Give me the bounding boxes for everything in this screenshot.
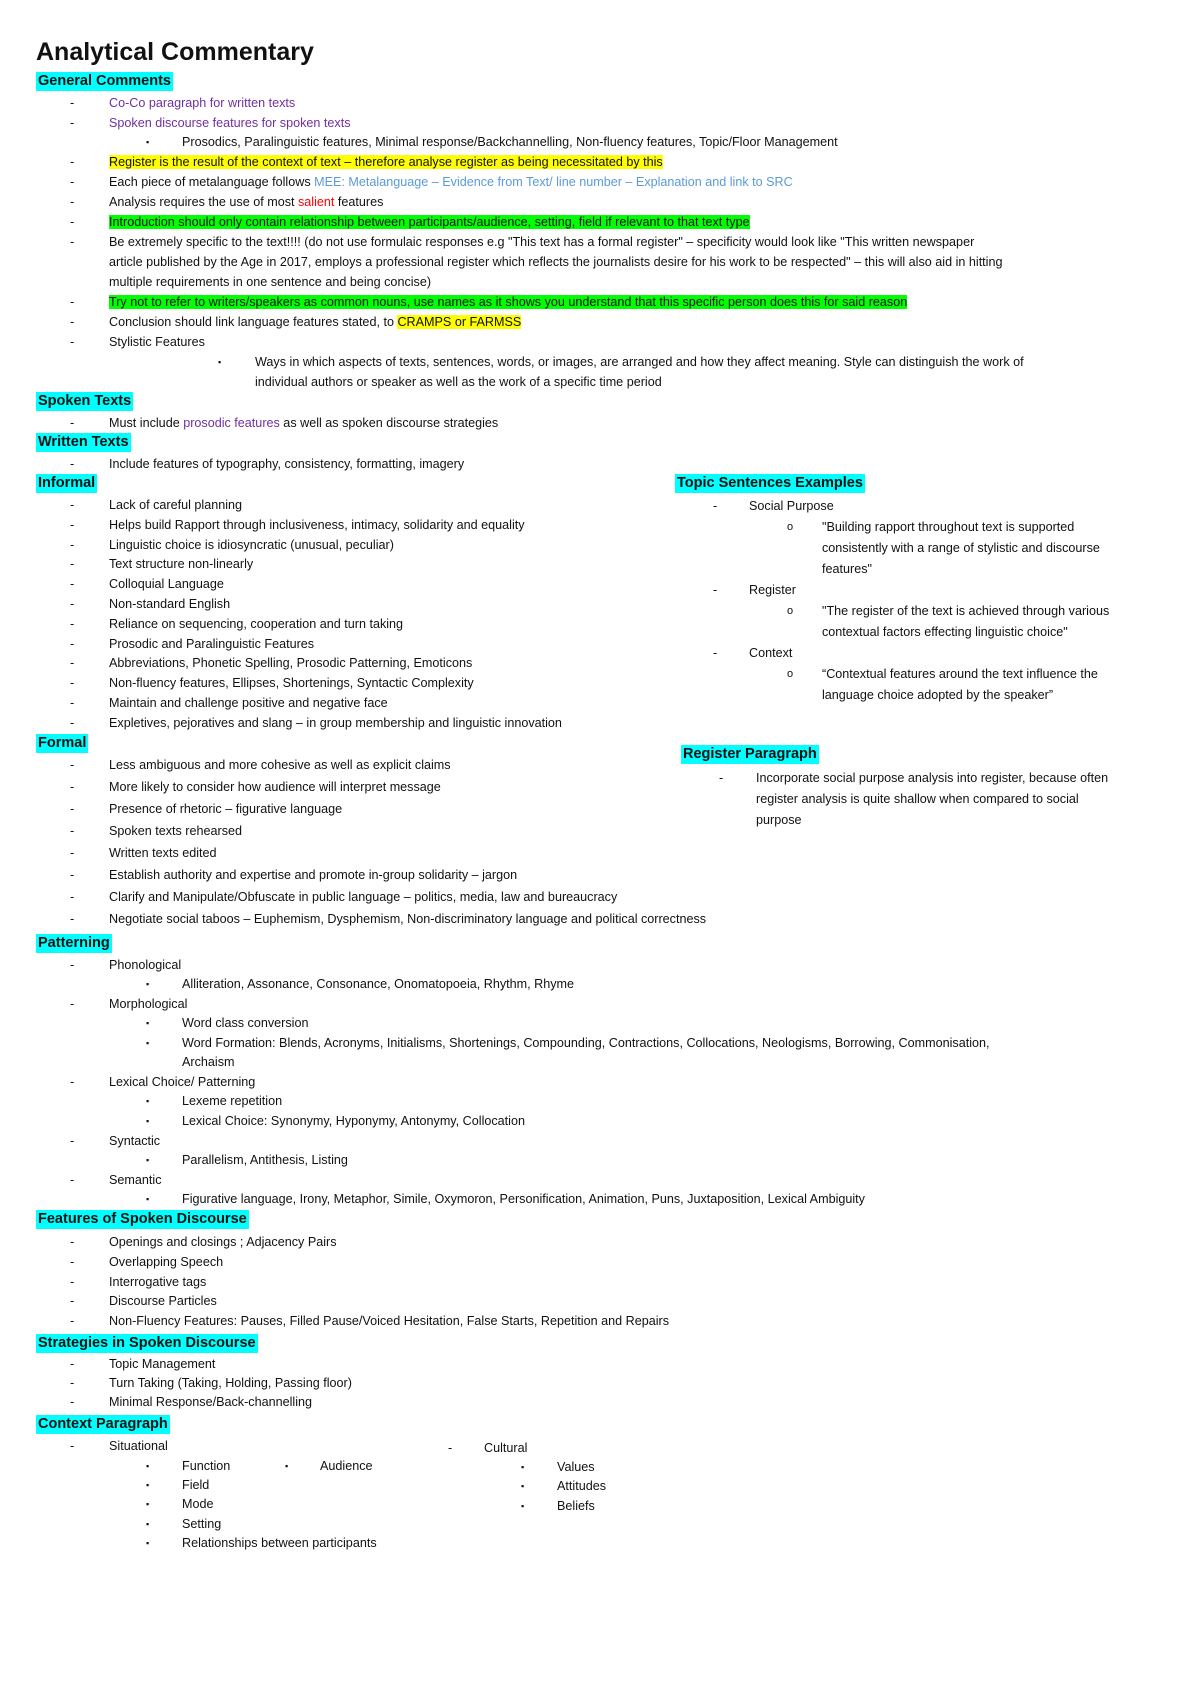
dash-icon: - bbox=[70, 457, 75, 471]
list-item bbox=[109, 415, 498, 432]
list-item: Stylistic Features bbox=[109, 335, 205, 349]
list-item: Interrogative tags bbox=[109, 1274, 207, 1289]
dash-icon: - bbox=[70, 958, 75, 972]
quote-line: “Contextual features around the text influence the bbox=[822, 667, 1098, 681]
list-item: Lack of careful planning bbox=[109, 498, 243, 512]
list-item bbox=[109, 314, 521, 331]
dash-icon: - bbox=[70, 802, 75, 816]
dash-icon: - bbox=[70, 758, 75, 772]
dash-icon: - bbox=[713, 499, 718, 513]
dash-icon: - bbox=[70, 577, 75, 592]
dash-icon: - bbox=[70, 537, 75, 552]
dash-icon: - bbox=[70, 1173, 75, 1187]
list-item bbox=[109, 174, 793, 191]
quote-line: language choice adopted by the speaker” bbox=[822, 688, 1054, 702]
list-item: Abbreviations, Phonetic Spelling, Prosodic Patterning, Emoticons bbox=[109, 656, 473, 671]
salient-text: salient bbox=[298, 195, 335, 209]
list-item: Semantic bbox=[109, 1173, 162, 1187]
circle-bullet-icon: o bbox=[787, 605, 794, 617]
list-item: Presence of rhetoric – figurative language bbox=[109, 802, 343, 816]
list-item-continuation: individual authors or speaker as well as the work of a specific time period bbox=[255, 375, 662, 389]
section-heading-topic: Topic Sentences Examples bbox=[677, 475, 863, 491]
list-item: Word class conversion bbox=[182, 1016, 309, 1030]
list-item: Parallelism, Antithesis, Listing bbox=[182, 1153, 348, 1167]
mee-text: MEE: Metalanguage – Evidence from Text/ line number – Explanation and link to SRC bbox=[314, 175, 793, 189]
quote-line: contextual factors effecting linguistic choice" bbox=[822, 625, 1068, 639]
list-item: Less ambiguous and more cohesive as well as explicit claims bbox=[109, 758, 451, 772]
section-heading-formal: Formal bbox=[38, 735, 87, 751]
list-item: Context bbox=[749, 646, 793, 660]
dash-icon: - bbox=[70, 295, 75, 309]
list-item: Text structure non-linearly bbox=[109, 557, 254, 572]
dash-icon: - bbox=[70, 315, 75, 329]
square-bullet-icon: ▪ bbox=[521, 1481, 525, 1491]
circle-bullet-icon: o bbox=[787, 521, 794, 533]
list-item-continuation: register analysis is quite shallow when compared to social bbox=[756, 792, 1079, 806]
list-item: Turn Taking (Taking, Holding, Passing floor) bbox=[109, 1376, 352, 1390]
list-item: Written texts edited bbox=[109, 846, 217, 860]
list-item: Prosodic and Paralinguistic Features bbox=[109, 636, 315, 651]
list-item: Spoken discourse features for spoken texts bbox=[109, 116, 351, 130]
list-item: Co-Co paragraph for written texts bbox=[109, 96, 296, 110]
list-item: Openings and closings ; Adjacency Pairs bbox=[109, 1235, 337, 1249]
square-bullet-icon: ▪ bbox=[146, 1480, 150, 1490]
list-item: Topic Management bbox=[109, 1357, 216, 1371]
list-item: Include features of typography, consistency, formatting, imagery bbox=[109, 457, 465, 471]
dash-icon: - bbox=[70, 416, 75, 430]
text-run: Conclusion should link language features stated, to bbox=[109, 315, 398, 329]
dash-icon: - bbox=[713, 583, 718, 597]
list-item: Spoken texts rehearsed bbox=[109, 824, 243, 838]
dash-icon: - bbox=[70, 656, 75, 671]
dash-icon: - bbox=[713, 646, 718, 660]
list-item: Audience bbox=[320, 1459, 373, 1473]
list-item: Ways in which aspects of texts, sentences, words, or images, are arranged and how they affect meaning. Style can distinguish the work of bbox=[255, 355, 1024, 369]
list-item: Phonological bbox=[109, 958, 182, 972]
list-item: Situational bbox=[109, 1439, 168, 1453]
list-item: Overlapping Speech bbox=[109, 1254, 224, 1269]
list-item: Cultural bbox=[484, 1441, 528, 1455]
page-title: Analytical Commentary bbox=[36, 38, 314, 66]
dash-icon: - bbox=[70, 335, 75, 349]
square-bullet-icon: ▪ bbox=[146, 1519, 150, 1529]
dash-icon: - bbox=[70, 1376, 75, 1390]
list-item: Social Purpose bbox=[749, 499, 834, 513]
list-item: Values bbox=[557, 1460, 595, 1474]
dash-icon: - bbox=[70, 195, 75, 209]
square-bullet-icon: ▪ bbox=[146, 1096, 150, 1106]
list-item: Word Formation: Blends, Acronyms, Initialisms, Shortenings, Compounding, Contractions, Collocations, Neologisms, Borrowing, Commonisation, bbox=[182, 1036, 990, 1050]
section-heading-register: Register Paragraph bbox=[683, 746, 817, 762]
list-item: Clarify and Manipulate/Obfuscate in public language – politics, media, law and bureaucracy bbox=[109, 890, 618, 904]
list-item: Helps build Rapport through inclusiveness, intimacy, solidarity and equality bbox=[109, 517, 525, 532]
dash-icon: - bbox=[70, 1274, 75, 1289]
list-item: Syntactic bbox=[109, 1134, 161, 1148]
dash-icon: - bbox=[70, 235, 75, 249]
list-item: Alliteration, Assonance, Consonance, Onomatopoeia, Rhythm, Rhyme bbox=[182, 977, 575, 991]
text-run: Each piece of metalanguage follows bbox=[109, 175, 315, 189]
list-item: Negotiate social taboos – Euphemism, Dysphemism, Non-discriminatory language and political correctness bbox=[109, 912, 707, 926]
list-item: Non-standard English bbox=[109, 597, 231, 611]
list-item: Field bbox=[182, 1478, 210, 1492]
dash-icon: - bbox=[70, 616, 75, 631]
section-heading-features-spoken: Features of Spoken Discourse bbox=[38, 1211, 247, 1227]
dash-icon: - bbox=[70, 846, 75, 860]
list-item: Mode bbox=[182, 1497, 214, 1511]
square-bullet-icon: ▪ bbox=[146, 1461, 150, 1471]
square-bullet-icon: ▪ bbox=[146, 1155, 150, 1165]
dash-icon: - bbox=[70, 780, 75, 794]
dash-icon: - bbox=[70, 498, 75, 512]
list-item: Minimal Response/Back-channelling bbox=[109, 1395, 313, 1409]
square-bullet-icon: ▪ bbox=[146, 137, 150, 147]
quote-line: features" bbox=[822, 562, 872, 576]
list-item-continuation: multiple requirements in one sentence and being concise) bbox=[109, 275, 432, 289]
section-heading-context: Context Paragraph bbox=[38, 1416, 168, 1432]
list-item-highlighted bbox=[109, 214, 750, 231]
list-item: Setting bbox=[182, 1517, 222, 1531]
dash-icon: - bbox=[70, 175, 75, 189]
dash-icon: - bbox=[719, 771, 724, 785]
section-heading-written: Written Texts bbox=[38, 434, 129, 450]
list-item: Beliefs bbox=[557, 1499, 595, 1513]
dash-icon: - bbox=[448, 1441, 453, 1455]
square-bullet-icon: ▪ bbox=[146, 979, 150, 989]
dash-icon: - bbox=[70, 1357, 75, 1371]
text-run: as well as spoken discourse strategies bbox=[279, 416, 499, 430]
square-bullet-icon: ▪ bbox=[146, 1116, 150, 1126]
dash-icon: - bbox=[70, 824, 75, 838]
dash-icon: - bbox=[70, 636, 75, 651]
square-bullet-icon: ▪ bbox=[146, 1538, 150, 1548]
list-item: Be extremely specific to the text!!!! (do not use formulaic responses e.g "This text has a formal register" – specificity would look like "This written newspaper bbox=[109, 235, 975, 249]
square-bullet-icon: ▪ bbox=[146, 1499, 150, 1509]
dash-icon: - bbox=[70, 890, 75, 904]
list-item: Maintain and challenge positive and negative face bbox=[109, 696, 388, 710]
dash-icon: - bbox=[70, 116, 75, 130]
list-item: Relationships between participants bbox=[182, 1536, 377, 1550]
green-highlight: Try not to refer to writers/speakers as common nouns, use names as it shows you understand that this specific person does this for said reason bbox=[109, 295, 908, 309]
list-item: Attitudes bbox=[557, 1479, 607, 1493]
list-item-continuation: Archaism bbox=[182, 1055, 235, 1069]
list-item: Expletives, pejoratives and slang – in group membership and linguistic innovation bbox=[109, 715, 562, 730]
quote-line: "Building rapport throughout text is supported bbox=[822, 520, 1075, 534]
dash-icon: - bbox=[70, 696, 75, 710]
list-item: Non-Fluency Features: Pauses, Filled Pause/Voiced Hesitation, False Starts, Repetition and Repairs bbox=[109, 1314, 670, 1329]
green-highlight: Introduction should only contain relationship between participants/audience, setting, field if relevant to that text type bbox=[109, 215, 750, 229]
square-bullet-icon: ▪ bbox=[146, 1018, 150, 1028]
dash-icon: - bbox=[70, 676, 75, 691]
list-item: Prosodics, Paralinguistic features, Minimal response/Backchannelling, Non-fluency features, Topic/Floor Management bbox=[182, 135, 838, 149]
list-item: Lexical Choice: Synonymy, Hyponymy, Antonymy, Collocation bbox=[182, 1114, 525, 1128]
dash-icon: - bbox=[70, 96, 75, 110]
list-item: Linguistic choice is idiosyncratic (unusual, peculiar) bbox=[109, 537, 394, 552]
dash-icon: - bbox=[70, 1314, 75, 1329]
text-run: Must include bbox=[109, 416, 184, 430]
list-item: Lexical Choice/ Patterning bbox=[109, 1075, 256, 1089]
quote-line: "The register of the text is achieved through various bbox=[822, 604, 1110, 618]
quote-line: consistently with a range of stylistic and discourse bbox=[822, 541, 1100, 555]
square-bullet-icon: ▪ bbox=[521, 1501, 525, 1511]
square-bullet-icon: ▪ bbox=[146, 1194, 150, 1204]
yellow-highlight: Register is the result of the context of text – therefore analyse register as being necessitated by this bbox=[109, 155, 663, 169]
square-bullet-icon: ▪ bbox=[521, 1462, 525, 1472]
list-item-continuation: purpose bbox=[756, 813, 802, 827]
list-item-highlighted bbox=[109, 154, 663, 171]
list-item bbox=[109, 194, 383, 211]
dash-icon: - bbox=[70, 1075, 75, 1089]
section-heading-spoken: Spoken Texts bbox=[38, 393, 132, 409]
list-item: Discourse Particles bbox=[109, 1294, 217, 1309]
prosodic-text: prosodic features bbox=[183, 416, 280, 430]
section-heading-strategies: Strategies in Spoken Discourse bbox=[38, 1335, 256, 1351]
list-item: Non-fluency features, Ellipses, Shortenings, Syntactic Complexity bbox=[109, 676, 474, 691]
list-item: Lexeme repetition bbox=[182, 1094, 283, 1108]
list-item: Morphological bbox=[109, 997, 188, 1011]
text-run: Analysis requires the use of most bbox=[109, 195, 298, 209]
dash-icon: - bbox=[70, 1395, 75, 1409]
list-item-continuation: article published by the Age in 2017, employs a professional register which reflects the journalists desire for his work to be respected" – this will also aid in hitting bbox=[109, 255, 1003, 269]
dash-icon: - bbox=[70, 868, 75, 882]
list-item: Colloquial Language bbox=[109, 577, 224, 592]
dash-icon: - bbox=[70, 557, 75, 572]
list-item: Reliance on sequencing, cooperation and turn taking bbox=[109, 616, 404, 631]
dash-icon: - bbox=[70, 1235, 75, 1249]
dash-icon: - bbox=[70, 1439, 75, 1453]
square-bullet-icon: ▪ bbox=[146, 1038, 150, 1048]
section-heading-informal: Informal bbox=[38, 475, 96, 491]
yellow-highlight: CRAMPS or FARMSS bbox=[397, 315, 522, 329]
dash-icon: - bbox=[70, 912, 75, 926]
section-heading-patterning: Patterning bbox=[38, 935, 110, 951]
list-item: Incorporate social purpose analysis into register, because often bbox=[756, 771, 1109, 785]
square-bullet-icon: ▪ bbox=[285, 1461, 289, 1471]
dash-icon: - bbox=[70, 997, 75, 1011]
square-bullet-icon: ▪ bbox=[218, 357, 222, 367]
list-item-highlighted bbox=[109, 294, 907, 311]
text-run: features bbox=[334, 195, 384, 209]
dash-icon: - bbox=[70, 517, 75, 532]
list-item: Function bbox=[182, 1459, 231, 1473]
dash-icon: - bbox=[70, 597, 75, 611]
circle-bullet-icon: o bbox=[787, 668, 794, 680]
dash-icon: - bbox=[70, 1254, 75, 1269]
dash-icon: - bbox=[70, 155, 75, 169]
dash-icon: - bbox=[70, 1294, 75, 1309]
dash-icon: - bbox=[70, 215, 75, 229]
dash-icon: - bbox=[70, 1134, 75, 1148]
list-item: More likely to consider how audience will interpret message bbox=[109, 780, 441, 794]
dash-icon: - bbox=[70, 715, 75, 730]
section-heading-general: General Comments bbox=[38, 73, 171, 89]
list-item: Register bbox=[749, 583, 796, 597]
list-item: Figurative language, Irony, Metaphor, Simile, Oxymoron, Personification, Animation, Puns, Juxtaposition, Lexical Ambiguity bbox=[182, 1192, 865, 1206]
list-item: Establish authority and expertise and promote in-group solidarity – jargon bbox=[109, 868, 518, 882]
